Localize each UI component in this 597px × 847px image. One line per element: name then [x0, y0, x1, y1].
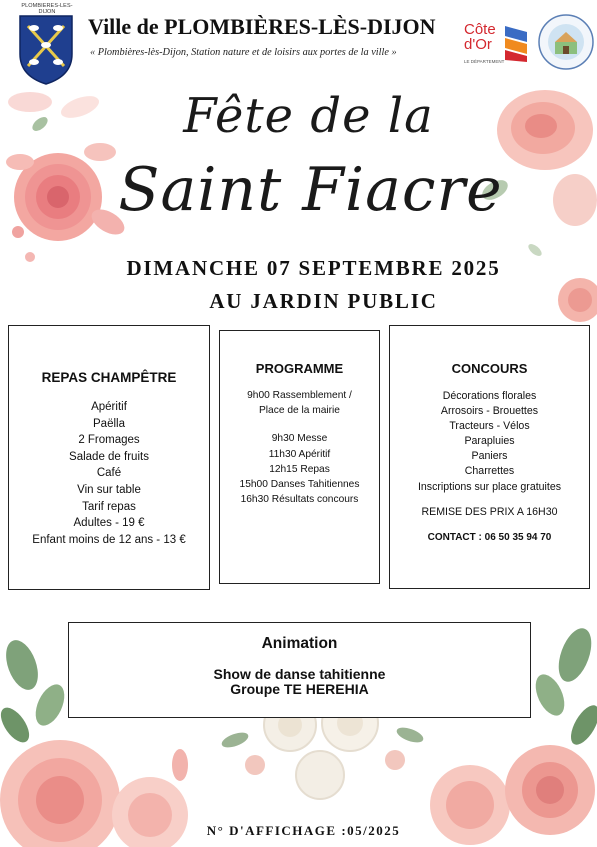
- programme-item: 16h30 Résultats concours: [240, 494, 359, 506]
- concours-item: Inscriptions sur place gratuites: [417, 480, 562, 493]
- event-date: DIMANCHE 07 SEPTEMBRE 2025: [126, 256, 501, 280]
- crest-caption: PLOMBIERES-LES-DIJON: [21, 3, 73, 15]
- cote-dor-flag-icon: [505, 26, 527, 62]
- programme-panel: [219, 330, 380, 584]
- repas-item: Vin sur table: [77, 483, 141, 496]
- event-title-line1: Fête de la: [183, 88, 434, 144]
- repas-item: Salade de fruits: [69, 450, 149, 463]
- concours-item: Paniers: [471, 450, 508, 463]
- programme-intro: 9h00 Rassemblement /: [247, 390, 352, 401]
- concours-item: Arrosoirs - Brouettes: [440, 405, 539, 418]
- repas-panel: [8, 325, 210, 590]
- repas-item: Paëlla: [93, 417, 125, 430]
- programme-item: 11h30 Apéritif: [268, 448, 331, 460]
- cote-dor-subtitle: LE DÉPARTEMENT: [464, 59, 505, 64]
- event-title-line2: Saint Fiacre: [118, 155, 503, 225]
- concours-item: Tracteurs - Vélos: [449, 420, 530, 433]
- animation-heading: Animation: [261, 635, 338, 652]
- animation-show-line2: Groupe TE HEREHIA: [230, 681, 369, 697]
- town-tagline: « Plombières-lès-Dijon, Station nature et de loisirs aux portes de la ville »: [90, 47, 397, 58]
- foyer-rural-logo: [537, 6, 595, 78]
- concours-remise: REMISE DES PRIX A 16H30: [421, 505, 558, 518]
- concours-item: Parapluies: [464, 435, 515, 448]
- programme-intro: Place de la mairie: [259, 405, 340, 417]
- programme-item: 12h15 Repas: [269, 463, 330, 475]
- repas-item: Tarif repas: [82, 500, 136, 513]
- concours-item: Décorations florales: [442, 390, 537, 402]
- concours-panel: [389, 325, 590, 589]
- town-name: Ville de PLOMBIÈRES-LÈS-DIJON: [88, 14, 436, 39]
- repas-item: Enfant moins de 12 ans - 13 €: [32, 533, 186, 546]
- programme-heading: PROGRAMME: [255, 361, 344, 376]
- repas-heading: REPAS CHAMPÊTRE: [41, 370, 177, 385]
- concours-heading: CONCOURS: [451, 361, 528, 376]
- repas-item: Apéritif: [91, 401, 127, 413]
- affichage-number: N° D'AFFICHAGE :05/2025: [206, 823, 401, 838]
- cote-dor-line2: d'Or: [464, 36, 492, 53]
- event-venue: AU JARDIN PUBLIC: [209, 289, 438, 313]
- animation-panel: [68, 622, 531, 718]
- programme-item: 15h00 Danses Tahitiennes: [239, 479, 360, 491]
- animation-show-line1: Show de danse tahitienne: [213, 666, 386, 682]
- town-crest-logo: [14, 4, 78, 86]
- repas-item: Adultes - 19 €: [73, 517, 145, 530]
- concours-contact: CONTACT : 06 50 35 94 70: [427, 531, 552, 543]
- repas-item: 2 Fromages: [78, 434, 140, 447]
- programme-item: 9h30 Messe: [271, 433, 328, 445]
- cote-dor-logo: [464, 22, 496, 52]
- repas-item: Café: [96, 467, 122, 480]
- cote-dor-line1: Côte: [464, 21, 496, 38]
- concours-item: Charrettes: [464, 465, 515, 478]
